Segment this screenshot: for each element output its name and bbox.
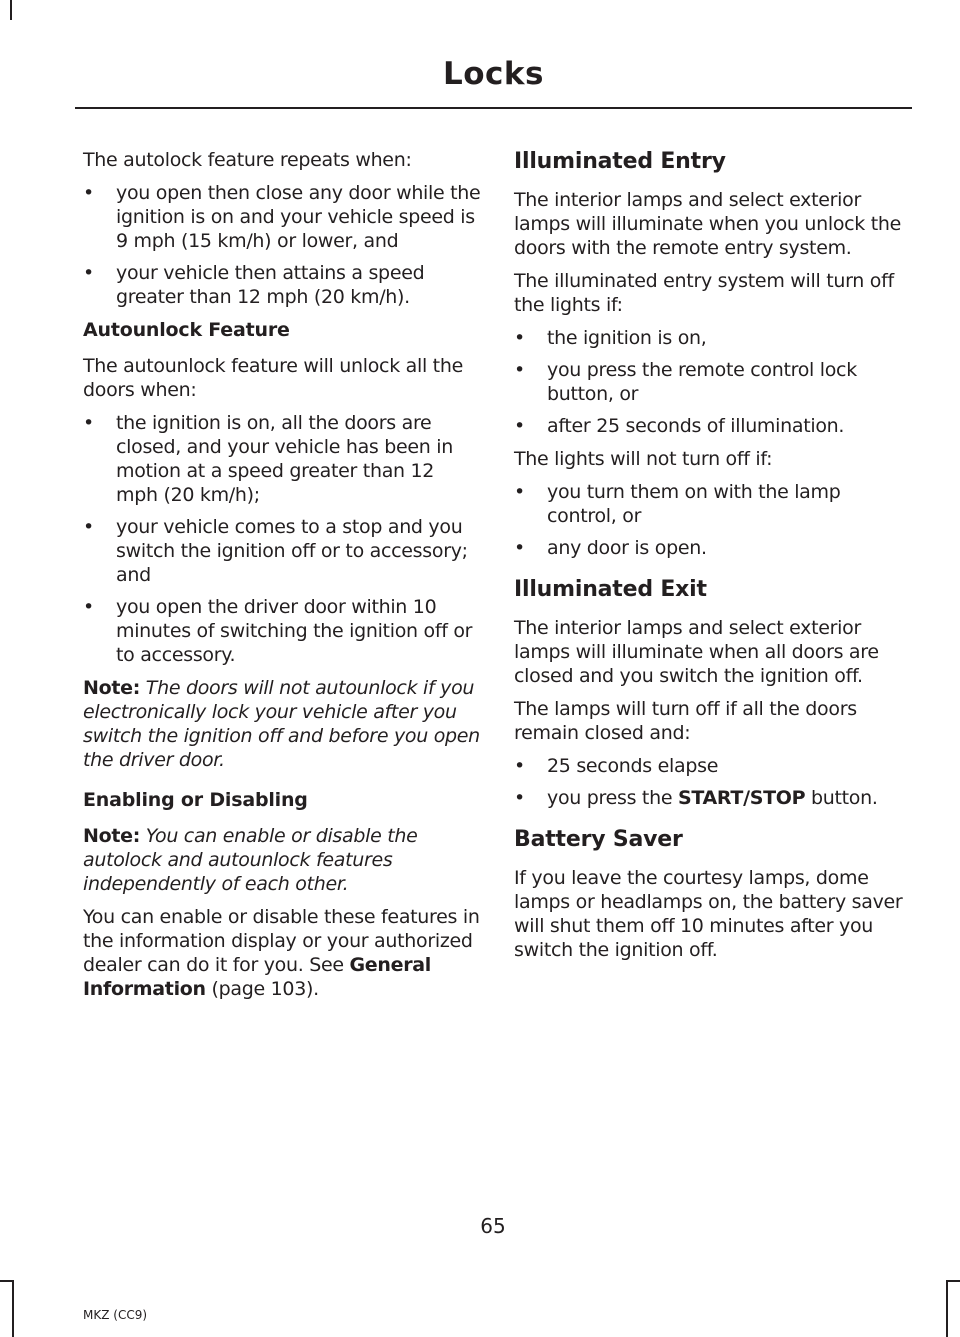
list-item-text: button. <box>805 787 878 809</box>
autounlock-heading: Autounlock Feature <box>83 319 290 341</box>
crop-mark-top-left <box>10 0 12 20</box>
start-stop-label: START/STOP <box>677 787 806 809</box>
list-item: • your vehicle comes to a stop and you switch the ignition off or to accessory; and <box>83 515 481 587</box>
illuminated-entry-heading: Illuminated Entry <box>514 149 726 174</box>
autounlock-list <box>83 411 481 667</box>
exit-list <box>514 754 912 810</box>
note-text: The doors will not autounlock if you electronically lock your vehicle after you switch the ignition off and before you open the driver door. <box>83 677 480 771</box>
note-label: Note: <box>83 825 141 847</box>
list-item <box>514 786 912 810</box>
list-item: • you open the driver door within 10 minutes of switching the ignition off or to accessory. <box>83 595 481 667</box>
page-reference: (page 103). <box>205 978 319 1000</box>
list-item: • 25 seconds elapse <box>514 754 912 778</box>
list-item: • you open then close any door while the ignition is on and your vehicle speed is 9 mph (15 km/h) or lower, and <box>83 181 481 253</box>
list-item-text: you press the <box>547 787 678 809</box>
general-information-link[interactable]: General Information <box>83 954 432 1000</box>
list-item: • you press the remote control lock button, or <box>514 358 912 406</box>
illuminated-exit-heading: Illuminated Exit <box>514 577 707 602</box>
enable-instructions <box>83 905 481 1001</box>
entry-paragraph: The illuminated entry system will turn off the lights if: <box>514 270 894 316</box>
battery-saver-heading: Battery Saver <box>514 827 683 852</box>
enabling-heading: Enabling or Disabling <box>83 789 308 811</box>
exit-paragraph: The lamps will turn off if all the doors remain closed and: <box>514 698 857 744</box>
note-label: Note: <box>83 677 141 699</box>
entry-list-2 <box>514 480 912 560</box>
list-item: • the ignition is on, all the doors are closed, and your vehicle has been in motion at a speed greater than 12 mph (20 km/h); <box>83 411 481 507</box>
autolock-intro: The autolock feature repeats when: <box>83 149 412 171</box>
crop-mark-bottom-right <box>947 1280 960 1282</box>
entry-paragraph: The lights will not turn off if: <box>514 448 773 470</box>
exit-paragraph: The interior lamps and select exterior lamps will illuminate when all doors are closed and you switch the ignition off. <box>514 617 879 687</box>
header-divider <box>75 107 912 109</box>
enable-text: You can enable or disable these features in the information display or your authorized dealer can do it for you. See <box>83 906 480 976</box>
autounlock-intro: The autounlock feature will unlock all the doors when: <box>83 355 463 401</box>
battery-paragraph: If you leave the courtesy lamps, dome lamps or headlamps on, the battery saver will shut them off 10 minutes after you switch the ignition off. <box>514 867 903 961</box>
list-item: • after 25 seconds of illumination. <box>514 414 912 438</box>
list-item: • any door is open. <box>514 536 912 560</box>
note-enabling <box>83 824 481 896</box>
list-item: • your vehicle then attains a speed greater than 12 mph (20 km/h). <box>83 261 481 309</box>
crop-mark-bottom-right-vertical <box>946 1280 948 1337</box>
entry-list <box>514 326 912 438</box>
autolock-list <box>83 181 481 309</box>
right-column <box>514 148 912 971</box>
list-item: • the ignition is on, <box>514 326 912 350</box>
entry-paragraph: The interior lamps and select exterior lamps will illuminate when you unlock the doors with the remote entry system. <box>514 189 902 259</box>
crop-mark-bottom-left-vertical <box>12 1280 14 1337</box>
note-text: You can enable or disable the autolock and autounlock features independently of each other. <box>83 825 418 895</box>
left-column <box>83 148 481 1010</box>
list-item: • you turn them on with the lamp control, or <box>514 480 912 528</box>
footer-model: MKZ (CC9) <box>83 1308 148 1322</box>
page-title: Locks <box>443 56 544 92</box>
note-autounlock <box>83 676 481 772</box>
page-number: 65 <box>480 1214 506 1238</box>
